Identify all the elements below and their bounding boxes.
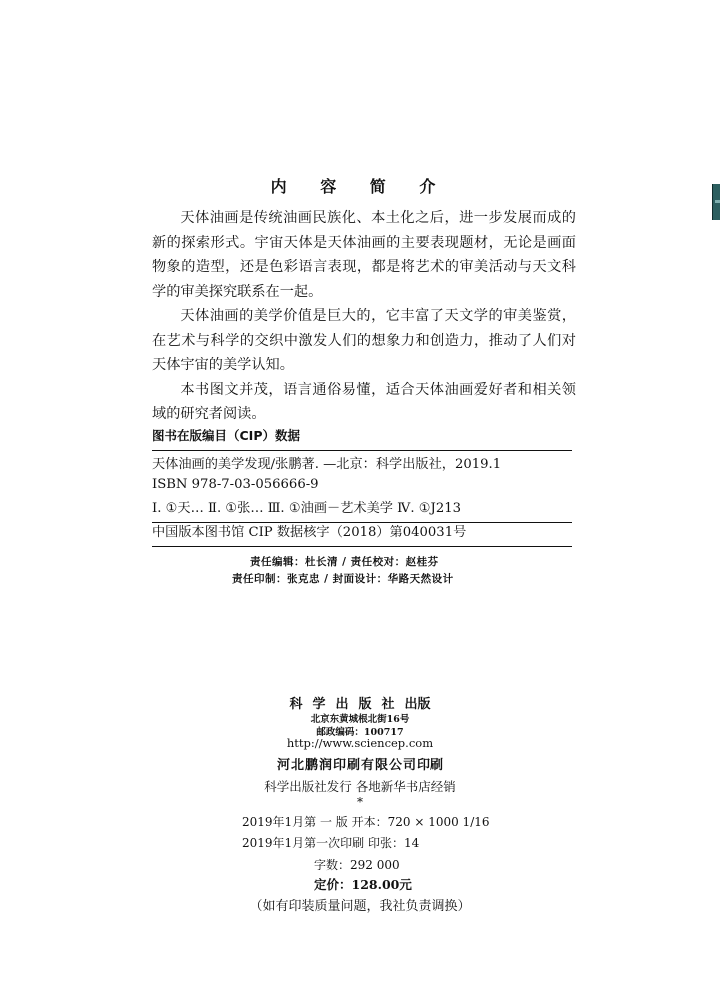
- distribution: 科学出版社发行 各地新华书店经销: [264, 779, 456, 794]
- publisher-url: http://www.sciencep.com: [286, 736, 434, 750]
- publisher-logo-text: 科学出版社: [289, 697, 405, 712]
- cip-line: Ⅰ. ①天… Ⅱ. ①张… Ⅲ. ①油画－艺术美学 Ⅳ. ①J213: [152, 501, 461, 516]
- credits-line: 责任编辑：杜长清 / 责任校对：赵桂芬: [250, 556, 439, 568]
- cip-middle-rule: [152, 522, 572, 523]
- publisher-address: 北京东黄城根北街16号: [310, 714, 410, 725]
- price: 定价：128.00元: [314, 877, 412, 892]
- intro-paragraph: 本书图文并茂，语言通俗易懂，适合天体油画爱好者和相关领域的研究者阅读。: [152, 381, 576, 422]
- cip-line: ISBN 978-7-03-056666-9: [152, 477, 319, 492]
- edition-line: 2019年1月第 一 版 开本：720 × 1000 1/16: [242, 815, 490, 829]
- edge-mark-highlight: [715, 200, 720, 203]
- intro-body: [152, 206, 576, 427]
- printer: [0, 754, 720, 773]
- cip-bottom-rule: [152, 546, 572, 547]
- cip-record: 中国版本图书馆 CIP 数据核字（2018）第040031号: [152, 525, 467, 540]
- intro-title: 内 容 简 介: [270, 177, 450, 196]
- intro-paragraph: 天体油画的美学价值是巨大的，它丰富了天文学的审美鉴赏，在艺术与科学的交织中激发人们的想象力和创造力，推动了人们对天体宇宙的美学认知。: [152, 308, 576, 373]
- publisher-name: [0, 693, 720, 712]
- credits-line: 责任印制：张克忠 / 封面设计：华路天然设计: [232, 573, 454, 585]
- intro-paragraph: 天体油画是传统油画民族化、本土化之后，进一步发展而成的新的探索形式。宇宙天体是天体油画的主要表现题材，无论是画面物象的造型，还是色彩语言表现，都是将艺术的审美活动与天文科学的审美探究联系在一起。: [152, 210, 576, 300]
- printer-suffix: 印刷: [417, 758, 444, 773]
- publisher-postcode: 邮政编码：100717: [316, 727, 404, 738]
- cip-heading: 图书在版编目（CIP）数据: [152, 428, 300, 443]
- quality-notice: （如有印装质量问题，我社负责调换）: [249, 899, 471, 914]
- word-count: 字数：292 000: [314, 858, 400, 872]
- printer-name: 河北鹏润印刷有限公司: [276, 758, 417, 773]
- cip-line: 天体油画的美学发现/张鹏著. —北京：科学出版社，2019.1: [152, 457, 502, 472]
- separator-star: *: [357, 795, 363, 809]
- cip-top-rule: [152, 450, 572, 451]
- printing-line: 2019年1月第一次印刷 印张：14: [242, 836, 420, 850]
- publisher-suffix: 出版: [404, 697, 431, 712]
